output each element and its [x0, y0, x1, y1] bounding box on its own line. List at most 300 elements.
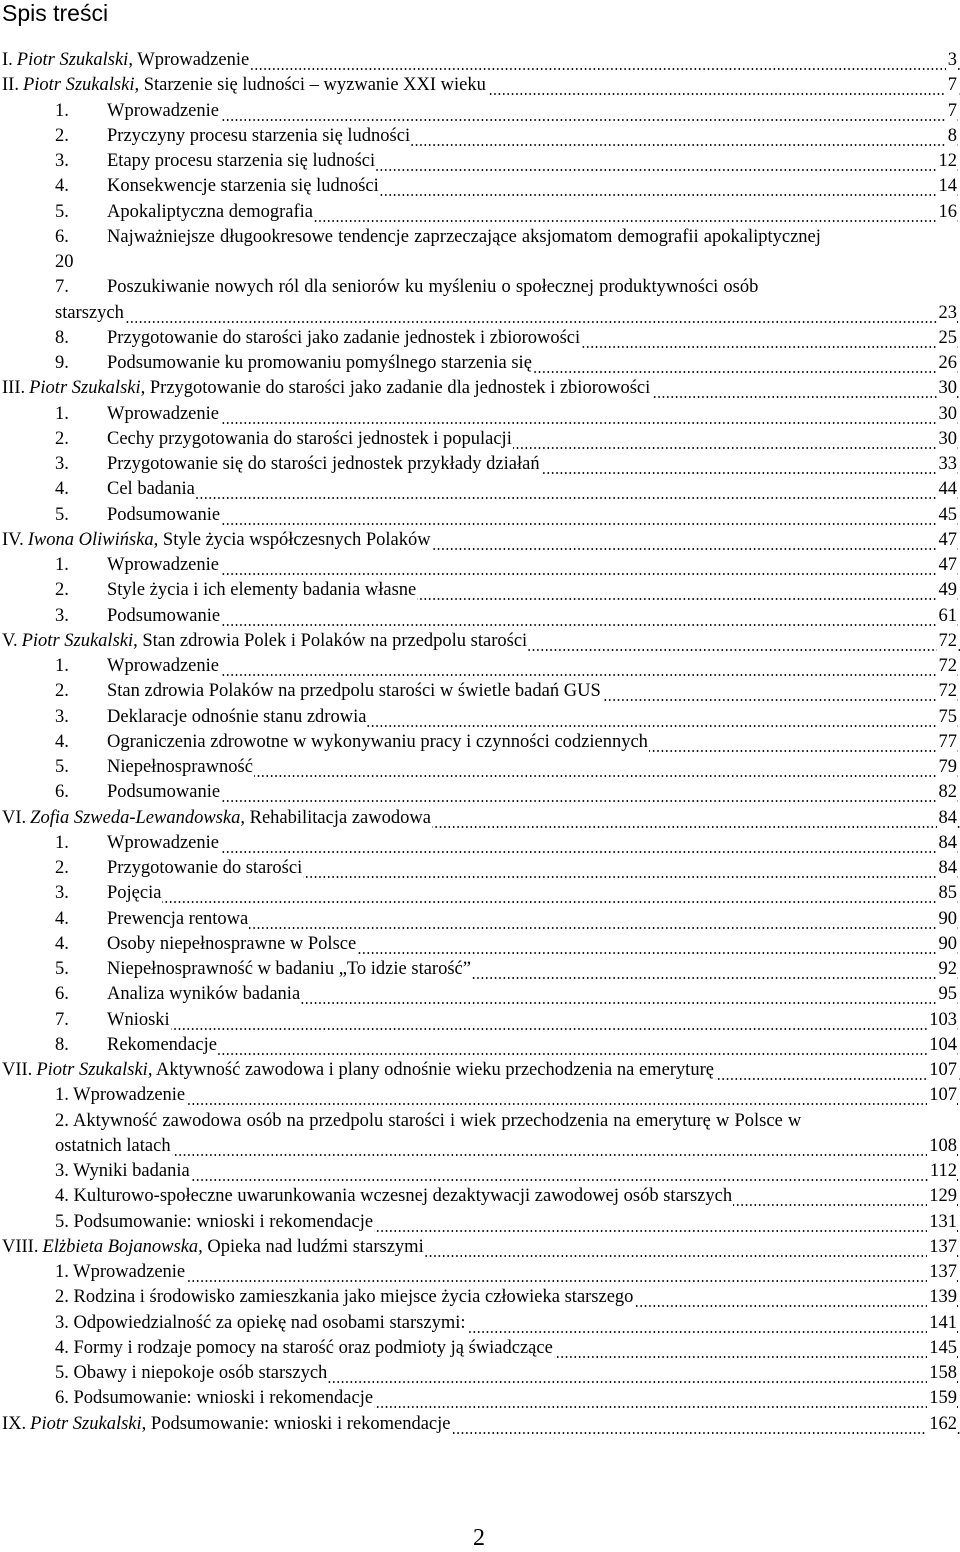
- toc-section-number: 2.: [55, 124, 71, 149]
- toc-entry-text: Deklaracje odnośnie stanu zdrowia: [107, 706, 367, 727]
- toc-section-number: 3.: [55, 604, 71, 629]
- toc-section-row[interactable]: [0, 99, 960, 124]
- toc-entry-text: , Style życia współczesnych Polaków: [153, 529, 431, 550]
- toc-section-row[interactable]: [0, 1311, 960, 1336]
- toc-section-row[interactable]: [0, 780, 960, 805]
- toc-chapter-number: VII.: [2, 1058, 34, 1083]
- toc-entry-page: 137: [927, 1260, 957, 1285]
- toc-section-number: 3.: [55, 149, 71, 174]
- toc-entry-text: Wnioski: [107, 1009, 170, 1030]
- toc-entry-page: 95: [937, 982, 958, 1007]
- toc-section-row[interactable]: [0, 1260, 960, 1285]
- toc-entry-page: 72: [937, 629, 958, 654]
- toc-entry-page: 7: [946, 73, 957, 98]
- toc-chapter-row[interactable]: [0, 376, 960, 401]
- toc-section-row[interactable]: [0, 553, 960, 578]
- toc-entry-author: Piotr Szukalski: [29, 378, 141, 399]
- toc-chapter-number: II.: [2, 73, 21, 98]
- toc-entry-leader: [107, 856, 960, 881]
- toc-entry-leader: [107, 452, 960, 477]
- toc-entry-text: Pojęcia: [107, 883, 162, 904]
- toc-section-row[interactable]: [0, 351, 960, 376]
- toc-section-row[interactable]: [0, 604, 960, 629]
- toc-entry-page: 8: [946, 124, 957, 149]
- toc-entry-text: Analiza wyników badania: [107, 984, 301, 1005]
- toc-entry-text: starszych: [55, 302, 124, 323]
- toc-chapter-number: III.: [2, 376, 27, 401]
- toc-entry-title: [55, 301, 125, 326]
- toc-entry-title: 20: [55, 252, 74, 272]
- toc-entry-title: [107, 881, 162, 906]
- toc-section-row[interactable]: [0, 1008, 960, 1033]
- toc-section-number: 4.: [55, 932, 71, 957]
- toc-entry-title: [107, 755, 254, 780]
- toc-section-row[interactable]: [0, 1109, 960, 1134]
- toc-section-row[interactable]: [0, 124, 960, 149]
- toc-entry-leader: [107, 402, 960, 427]
- toc-entry-text: Przygotowanie do starości jako zadanie jednostek i zbiorowości: [107, 327, 581, 348]
- toc-entry-page: 77: [937, 730, 958, 755]
- toc-entry-page: 30: [937, 427, 958, 452]
- toc-section-number: 5.: [55, 200, 71, 225]
- toc-entry-page: 14: [937, 174, 958, 199]
- toc-entry-title: [55, 1260, 186, 1285]
- toc-entry-title: [55, 1083, 186, 1108]
- toc-entry-page: 137: [927, 1235, 957, 1260]
- toc-section-number: 1.: [55, 654, 71, 679]
- toc-section-number: 7.: [55, 275, 71, 300]
- toc-entry-leader: [55, 1159, 960, 1184]
- toc-entry-leader: [107, 604, 960, 629]
- toc-section-row[interactable]: [0, 1134, 960, 1159]
- toc-section-number: 2.: [55, 427, 71, 452]
- toc-section-number: 2.: [55, 578, 71, 603]
- toc-entry-author: Piotr Szukalski: [30, 1413, 142, 1434]
- toc-section-row[interactable]: [0, 932, 960, 957]
- toc-entry-title: [107, 831, 220, 856]
- toc-entry-title: [30, 806, 432, 831]
- toc-chapter-row[interactable]: [0, 73, 960, 98]
- toc-section-row[interactable]: [0, 1184, 960, 1209]
- toc-chapter-number: IX.: [2, 1412, 28, 1437]
- toc-entry-leader: [107, 477, 960, 502]
- toc-entry-title: [107, 578, 417, 603]
- toc-section-number: 7.: [55, 1008, 71, 1033]
- toc-entry-leader: [107, 124, 960, 149]
- toc-entry-title: [55, 1386, 374, 1411]
- toc-entry-title: [107, 452, 541, 477]
- toc-section-number: 1.: [55, 99, 71, 124]
- toc-entry-text: Przygotowanie się do starości jednostek przykłady działań: [107, 454, 540, 474]
- toc-entry-page: 90: [937, 907, 958, 932]
- toc-entry-text: , Aktywność zawodowa i plany odnośnie wieku przechodzenia na emeryturę: [147, 1060, 714, 1080]
- toc-section-row[interactable]: [0, 1285, 960, 1310]
- toc-entry-text: 4. Formy i rodzaje pomocy na starość oraz podmioty ją świadczące: [55, 1337, 553, 1358]
- toc-section-row[interactable]: [0, 1159, 960, 1184]
- toc-section-row[interactable]: [0, 477, 960, 502]
- toc-entry-text: Etapy procesu starzenia się ludności: [107, 151, 376, 171]
- toc-section-row[interactable]: [0, 149, 960, 174]
- toc-section-row[interactable]: [0, 881, 960, 906]
- toc-entry-leader: [107, 1008, 960, 1033]
- toc-section-number: 3.: [55, 881, 71, 906]
- toc-entry-title: [30, 1412, 451, 1437]
- toc-entry-text: Stan zdrowia Polaków na przedpolu starości w świetle badań GUS: [107, 681, 601, 702]
- document-heading: Spis treści: [2, 0, 109, 26]
- toc-entry-title: Najważniejsze długookresowe tendencje zaprzeczające aksjomatom demografii apokaliptycznej: [107, 226, 821, 247]
- toc-entry-page: 30: [937, 402, 958, 427]
- toc-entry-text: Podsumowanie ku promowaniu pomyślnego starzenia się: [107, 353, 532, 373]
- toc-section-row[interactable]: [0, 730, 960, 755]
- toc-entry-leader: [55, 1134, 960, 1159]
- toc-entry-text: , Stan zdrowia Polek i Polaków na przedpolu starości: [133, 630, 528, 651]
- toc-entry-title: [55, 1311, 467, 1336]
- toc-section-number: 4.: [55, 174, 71, 199]
- toc-entry-page: 30: [937, 376, 958, 401]
- toc-chapter-row[interactable]: [0, 1412, 960, 1437]
- toc-chapter-row[interactable]: [0, 806, 960, 831]
- toc-entry-author: Piotr Szukalski: [36, 1060, 148, 1080]
- toc-entry-text: ostatnich latach: [55, 1135, 171, 1156]
- toc-entry-title: [107, 427, 513, 452]
- toc-entry-text: Wprowadzenie: [107, 403, 219, 424]
- toc-entry-author: Piotr Szukalski: [22, 75, 135, 96]
- toc-entry-leader: [107, 957, 960, 982]
- toc-entry-text: Przygotowanie do starości: [107, 858, 303, 878]
- toc-entry-title: [55, 1134, 172, 1159]
- toc-entry-leader: [107, 730, 960, 755]
- toc-entry-text: 6. Podsumowanie: wnioski i rekomendacje: [55, 1388, 374, 1409]
- toc-entry-text: Przyczyny procesu starzenia się ludności: [107, 125, 411, 146]
- toc-entry-title: [55, 1210, 374, 1235]
- toc-entry-text: 1. Wprowadzenie: [55, 1085, 186, 1106]
- toc-section-row[interactable]: [0, 503, 960, 528]
- toc-entry-leader: [55, 1260, 960, 1285]
- toc-entry-title: [42, 1235, 424, 1260]
- toc-section-row[interactable]: [0, 250, 960, 275]
- toc-entry-title: [22, 629, 529, 654]
- toc-section-row[interactable]: [0, 225, 960, 250]
- toc-chapter-row[interactable]: [0, 528, 960, 553]
- toc-section-number: 2.: [55, 856, 71, 881]
- toc-section-row[interactable]: [0, 402, 960, 427]
- toc-entry-title: [107, 932, 357, 957]
- toc-section-row[interactable]: [0, 755, 960, 780]
- toc-chapter-number: I.: [2, 48, 15, 73]
- toc-entry-leader: [107, 679, 960, 704]
- toc-entry-leader: [55, 1336, 960, 1361]
- toc-entry-leader: [107, 705, 960, 730]
- toc-section-number: 1.: [55, 402, 71, 427]
- toc-section-number: 1.: [55, 553, 71, 578]
- toc-entry-leader: [55, 301, 960, 326]
- toc-entry-leader: [17, 48, 960, 73]
- toc-entry-text: Style życia i ich elementy badania własne: [107, 580, 417, 601]
- toc-section-row[interactable]: [0, 1033, 960, 1058]
- toc-entry-text: Rehabilitacja zawodowa: [244, 807, 431, 828]
- toc-entry-page: 159: [927, 1386, 957, 1411]
- toc-section-row[interactable]: [0, 427, 960, 452]
- toc-section-number: 4.: [55, 907, 71, 932]
- toc-entry-text: Ograniczenia zdrowotne w wykonywaniu pracy i czynności codziennych: [107, 731, 648, 752]
- toc-entry-title: [107, 679, 602, 704]
- toc-entry-leader: [107, 907, 960, 932]
- toc-section-row[interactable]: [0, 452, 960, 477]
- toc-entry-leader: [36, 1058, 960, 1083]
- toc-section-row[interactable]: [0, 1083, 960, 1108]
- toc-entry-text: Cechy przygotowania do starości jednostek i populacji: [107, 428, 512, 449]
- toc-section-number: 1.: [55, 831, 71, 856]
- toc-entry-text: Osoby niepełnosprawne w Polsce: [107, 933, 357, 954]
- toc-section-number: 8.: [55, 1033, 71, 1058]
- toc-entry-leader: [55, 1083, 960, 1108]
- toc-entry-leader: [107, 149, 960, 174]
- toc-entry-text: 4. Kulturowo-społeczne uwarunkowania wczesnej dezaktywacji zawodowej osób starszych: [55, 1186, 733, 1207]
- toc-entry-title: [107, 1033, 218, 1058]
- toc-entry-leader: [107, 326, 960, 351]
- toc-entry-page: 92: [937, 957, 958, 982]
- toc-chapter-row[interactable]: [0, 1058, 960, 1083]
- toc-entry-text: Opieka nad ludźmi starszymi: [202, 1236, 424, 1257]
- toc-section-number: 5.: [55, 957, 71, 982]
- toc-entry-leader: [107, 755, 960, 780]
- toc-entry-page: 139: [927, 1285, 957, 1310]
- toc-entry-title: [29, 376, 651, 401]
- toc-entry-page: 84: [937, 831, 958, 856]
- toc-entry-leader: [107, 553, 960, 578]
- toc-section-number: 6.: [55, 780, 71, 805]
- toc-entry-leader: [55, 1184, 960, 1209]
- toc-entry-page: 131: [927, 1210, 957, 1235]
- toc-entry-text: Wprowadzenie: [107, 832, 219, 853]
- toc-chapter-number: VIII.: [2, 1235, 40, 1260]
- toc-entry-title: [55, 1159, 191, 1184]
- toc-entry-page: 162: [927, 1412, 957, 1437]
- toc-entry-page: 26: [937, 351, 958, 376]
- toc-entry-page: 104: [927, 1033, 957, 1058]
- toc-entry-page: 112: [928, 1159, 957, 1184]
- toc-entry-text: Konsekwencje starzenia się ludności: [107, 176, 379, 197]
- toc-entry-page: 44: [937, 477, 958, 502]
- toc-section-number: 6.: [55, 982, 71, 1007]
- toc-section-number: 5.: [55, 503, 71, 528]
- toc-entry-page: 108: [927, 1134, 957, 1159]
- toc-entry-leader: [107, 578, 960, 603]
- toc-section-row[interactable]: [0, 275, 960, 300]
- toc-chapter-row[interactable]: [0, 1235, 960, 1260]
- toc-entry-text: 3. Wyniki badania: [55, 1161, 190, 1181]
- toc-section-row[interactable]: [0, 705, 960, 730]
- toc-entry-text: , Wprowadzenie: [128, 50, 250, 70]
- toc-section-row[interactable]: [0, 1210, 960, 1235]
- toc-entry-page: 23: [937, 301, 958, 326]
- toc-entry-title: [107, 856, 303, 881]
- toc-section-row[interactable]: [0, 907, 960, 932]
- toc-entry-title: Poszukiwanie nowych ról dla seniorów ku myśleniu o społecznej produktywności osób: [107, 277, 759, 298]
- toc-entry-text: , Przygotowanie do starości jako zadanie dla jednostek i zbiorowości: [140, 378, 651, 399]
- toc-entry-page: 107: [927, 1083, 957, 1108]
- toc-entry-leader: [42, 1235, 960, 1260]
- toc-entry-title: [36, 1058, 715, 1083]
- toc-entry-leader: [107, 503, 960, 528]
- toc-entry-title: [107, 351, 533, 376]
- toc-entry-title: [107, 402, 220, 427]
- toc-entry-text: Wprowadzenie: [107, 555, 219, 575]
- toc-entry-text: 3. Odpowiedzialność za opiekę nad osobami starszymi:: [55, 1312, 466, 1333]
- toc-entry-title: [28, 528, 432, 553]
- toc-entry-page: 3: [946, 48, 957, 73]
- toc-entry-leader: [107, 881, 960, 906]
- toc-entry-page: 90: [937, 932, 958, 957]
- toc-entry-text: , Starzenie się ludności – wyzwanie XXI wieku: [134, 75, 486, 96]
- toc-entry-page: 45: [937, 503, 958, 528]
- toc-entry-text: Niepełnosprawność w badaniu „To idzie starość”: [107, 959, 471, 979]
- toc-entry-leader: [107, 982, 960, 1007]
- toc-entry-page: 103: [927, 1008, 957, 1033]
- toc-section-row[interactable]: [0, 1336, 960, 1361]
- page-number: 2: [473, 1525, 485, 1551]
- toc-entry-page: 61: [937, 604, 958, 629]
- toc-entry-leader: [107, 174, 960, 199]
- toc-entry-leader: [107, 351, 960, 376]
- toc-entry-author: Zofia Szweda-Lewandowska,: [30, 807, 245, 828]
- toc-entry-leader: [107, 99, 960, 124]
- toc-entry-page: 107: [927, 1058, 957, 1083]
- toc-entry-leader: [23, 73, 960, 98]
- toc-entry-page: 25: [937, 326, 958, 351]
- toc-section-row[interactable]: [0, 831, 960, 856]
- toc-entry-leader: [107, 932, 960, 957]
- toc-entry-leader: [107, 780, 960, 805]
- toc-entry-page: 16: [937, 200, 958, 225]
- toc-entry-text: Apokaliptyczna demografia: [107, 201, 313, 222]
- toc-entry-text: Podsumowanie: [107, 605, 221, 626]
- toc-section-row[interactable]: [0, 1386, 960, 1411]
- toc-section-row[interactable]: [0, 654, 960, 679]
- toc-entry-page: 84: [937, 856, 958, 881]
- toc-entry-author: Elżbieta Bojanowska,: [42, 1236, 203, 1257]
- toc-entry-text: Prewencja rentowa: [107, 908, 249, 929]
- toc-entry-page: 85: [937, 881, 958, 906]
- toc-section-row[interactable]: [0, 174, 960, 199]
- toc-section-number: 2.: [55, 679, 71, 704]
- toc-section-row[interactable]: [0, 200, 960, 225]
- toc-entry-leader: [107, 831, 960, 856]
- toc-entry-page: 158: [927, 1361, 957, 1386]
- toc-entry-title: [107, 705, 367, 730]
- toc-entry-title: [107, 503, 221, 528]
- toc-entry-leader: [107, 1033, 960, 1058]
- toc-entry-title: [107, 553, 220, 578]
- toc-entry-title: [107, 477, 196, 502]
- toc-chapter-row[interactable]: [0, 629, 960, 654]
- toc-entry-title: [55, 1361, 328, 1386]
- toc-entry-text: Rekomendacje: [107, 1034, 217, 1055]
- toc-entry-title: [55, 1285, 634, 1310]
- toc-section-row[interactable]: [0, 957, 960, 982]
- toc-chapter-number: V.: [2, 629, 20, 654]
- toc-entry-page: 49: [937, 578, 958, 603]
- toc-section-number: 5.: [55, 755, 71, 780]
- toc-section-number: 3.: [55, 452, 71, 477]
- toc-entry-page: 72: [937, 679, 958, 704]
- toc-entry-leader: [107, 654, 960, 679]
- toc-entry-title: [107, 957, 472, 982]
- toc-entry-leader: [28, 528, 960, 553]
- toc-entry-title: [107, 326, 581, 351]
- toc-entry-page: 33: [937, 452, 958, 477]
- toc-section-row[interactable]: [0, 856, 960, 881]
- toc-entry-leader: [55, 1361, 960, 1386]
- toc-entry-title: [107, 174, 380, 199]
- toc-section-number: 8.: [55, 326, 71, 351]
- toc-entry-page: 47: [937, 528, 958, 553]
- toc-entry-title: [107, 124, 411, 149]
- toc-entry-page: 82: [937, 780, 958, 805]
- toc-entry-title: [55, 1184, 733, 1209]
- toc-entry-text: 5. Podsumowanie: wnioski i rekomendacje: [55, 1211, 374, 1232]
- toc-entry-title: [107, 99, 220, 124]
- toc-entry-page: 12: [937, 149, 958, 174]
- toc-section-row[interactable]: [0, 982, 960, 1007]
- toc-entry-leader: [30, 806, 960, 831]
- toc-entry-title: [107, 982, 301, 1007]
- toc-section-row[interactable]: [0, 1361, 960, 1386]
- toc-section-number: 9.: [55, 351, 71, 376]
- toc-section-number: 4.: [55, 730, 71, 755]
- toc-section-number: 6.: [55, 225, 71, 250]
- toc-entry-leader: [55, 1210, 960, 1235]
- toc-entry-leader: [55, 1386, 960, 1411]
- toc-entry-leader: [22, 629, 960, 654]
- toc-entry-title: [107, 654, 220, 679]
- toc-section-number: 4.: [55, 477, 71, 502]
- toc-chapter-row[interactable]: [0, 48, 960, 73]
- toc-entry-leader: [29, 376, 960, 401]
- toc-entry-title: 2. Aktywność zawodowa osób na przedpolu starości i wiek przechodzenia na emeryturę w Polsce w: [55, 1110, 802, 1131]
- toc-chapter-number: VI.: [2, 806, 28, 831]
- toc-entry-title: [55, 1336, 554, 1361]
- toc-section-row[interactable]: [0, 578, 960, 603]
- toc-entry-author: Piotr Szukalski: [21, 630, 134, 651]
- toc-section-row[interactable]: [0, 679, 960, 704]
- toc-entry-text: Wprowadzenie: [107, 656, 219, 676]
- toc-entry-leader: [55, 1311, 960, 1336]
- toc-entry-page: 141: [927, 1311, 957, 1336]
- toc-entry-title: [107, 907, 249, 932]
- toc-entry-page: 79: [937, 755, 958, 780]
- toc-section-row[interactable]: [0, 301, 960, 326]
- toc-entry-page: 7: [946, 99, 957, 124]
- toc-entry-text: Wprowadzenie: [107, 100, 219, 121]
- toc-entry-text: 5. Obawy i niepokoje osób starszych: [55, 1363, 328, 1383]
- toc-entry-title: [107, 730, 649, 755]
- toc-entry-page: 75: [937, 705, 958, 730]
- toc-section-number: 3.: [55, 705, 71, 730]
- toc-section-row[interactable]: [0, 326, 960, 351]
- toc-entry-title: [107, 1008, 171, 1033]
- toc-entry-page: 129: [927, 1184, 957, 1209]
- toc-entry-text: , Podsumowanie: wnioski i rekomendacje: [141, 1413, 451, 1434]
- toc-entry-page: 145: [927, 1336, 957, 1361]
- toc-entry-title: [107, 149, 376, 174]
- toc-entry-leader: [107, 427, 960, 452]
- table-of-contents: [0, 48, 960, 1437]
- toc-entry-page: 47: [937, 553, 958, 578]
- toc-entry-title: [107, 200, 314, 225]
- toc-entry-author: Iwona Oliwińska: [27, 529, 154, 550]
- toc-entry-title: [107, 604, 221, 629]
